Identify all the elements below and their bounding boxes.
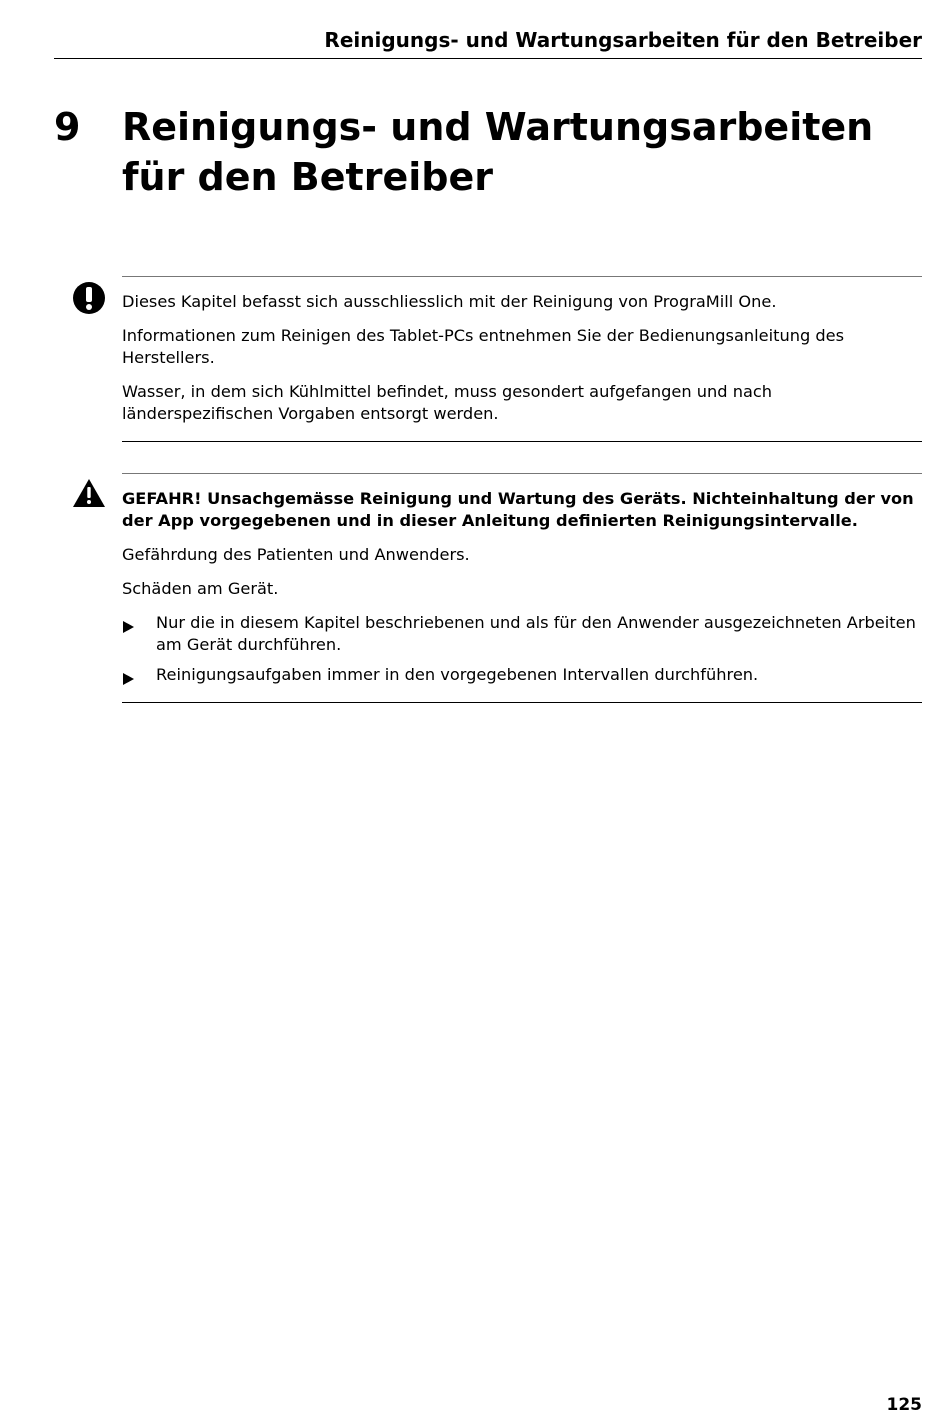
danger-step-text: Nur die in diesem Kapitel beschriebenen und als für den Anwender ausgezeichneten Arbeiten am Gerät durchführen. (156, 613, 916, 654)
running-header: Reinigungs- und Wartungsarbeiten für den Betreiber (54, 24, 922, 59)
exclamation-circle-icon (72, 281, 106, 319)
chapter-number: 9 (54, 105, 81, 149)
warning-triangle-icon (72, 478, 106, 512)
danger-heading: GEFAHR! Unsachgemässe Reinigung und Wartung des Geräts. Nichteinhaltung der von der App vorgegebenen und in dieser Anleitung definierten Reinigungsintervalle. (122, 489, 914, 530)
notice-paragraph: Dieses Kapitel befasst sich ausschliesslich mit der Reinigung von PrograMill One. (122, 292, 777, 311)
danger-step (122, 612, 922, 656)
notice-paragraph: Informationen zum Reinigen des Tablet-PCs entnehmen Sie der Bedienungsanleitung des Herstellers. (122, 326, 845, 367)
triangle-right-icon (122, 617, 134, 639)
triangle-right-icon (122, 669, 134, 691)
chapter-title: Reinigungs- und Wartungsarbeiten für den Betreiber (122, 105, 874, 199)
page-number: 125 (886, 1395, 922, 1415)
danger-consequence: Schäden am Gerät. (122, 579, 279, 598)
danger-consequence: Gefährdung des Patienten und Anwenders. (122, 545, 470, 564)
notice-paragraph: Wasser, in dem sich Kühlmittel befindet, muss gesondert aufgefangen und nach länderspezifischen Vorgaben entsorgt werden. (122, 382, 773, 423)
danger-block (122, 473, 922, 703)
notice-block (122, 276, 922, 442)
danger-step (122, 664, 922, 686)
danger-step-text: Reinigungsaufgaben immer in den vorgegebenen Intervallen durchführen. (156, 665, 759, 684)
